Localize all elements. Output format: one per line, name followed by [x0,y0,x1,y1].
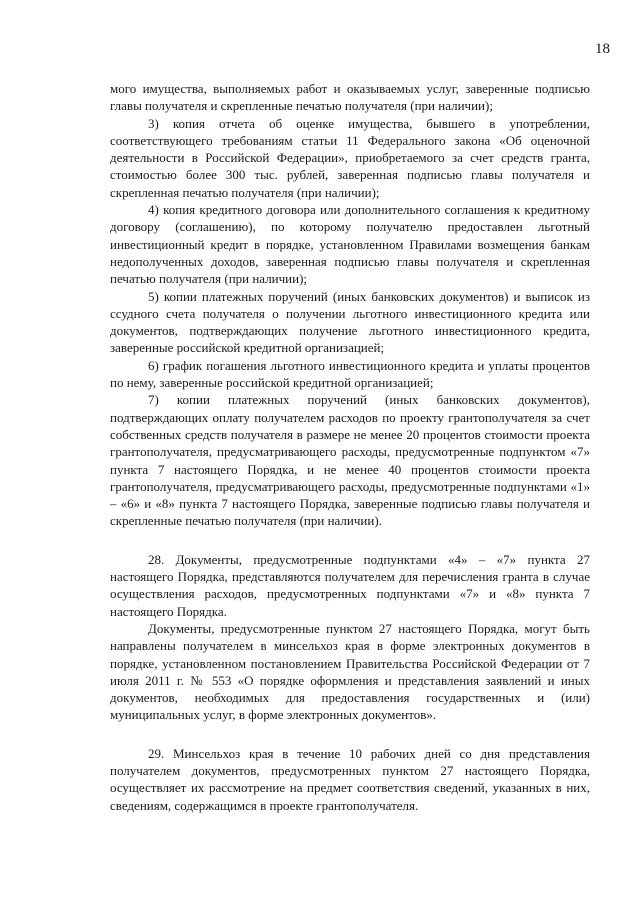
paragraph-item-7: 7) копии платежных поручений (иных банковских документов), подтверждающих оплату получателем расходов по проекту грантополучателя за счет собственных средств получателя в размере не менее 20 процентов стоимости проекта грантополучателя, предусматривающего расходы, предусмотренные подпунктом «7» пункта 7 настоящего Порядка, и не менее 40 процентов стоимости проекта грантополучателя, предусматривающего расходы, предусмотренные подпунктами «1» – «6» и «8» пункта 7 настоящего Порядка, заверенные подписью главы получателя и скрепленные печатью получателя (при наличии). [110,392,590,529]
paragraph-section-29: 29. Минсельхоз края в течение 10 рабочих дней со дня представления получателем документов, предусмотренных пунктом 27 настоящего Порядка, осуществляет их рассмотрение на предмет соответствия сведений, указанных в них, сведениям, содержащимся в проекте грантополучателя. [110,745,590,813]
paragraph-continuation: мого имущества, выполняемых работ и оказываемых услуг, заверенные подписью главы получателя и скрепленные печатью получателя (при наличии); [110,81,590,114]
paragraph-section-28: 28. Документы, предусмотренные подпунктами «4» – «7» пункта 27 настоящего Порядка, представляются получателем для перечисления гранта в случае осуществления расходов, предусмотренных подпунктами «7» и «8» пункта 7 настоящего Порядка. [110,551,590,619]
paragraph-item-4: 4) копия кредитного договора или дополнительного соглашения к кредитному договору (соглашению), по которому получателю предоставлен льготный инвестиционный кредит в порядке, установленном Правилами возмещения банкам недополученных доходов, заверенная подписью главы получателя и скрепленная печатью получателя (при наличии); [110,202,590,287]
paragraph-item-5: 5) копии платежных поручений (иных банковских документов) и выписок из ссудного счета получателя о получении льготного инвестиционного кредита или документов, подтверждающих получение льготного инвестиционного кредита, заверенные российской кредитной организацией; [110,288,590,356]
paragraph-item-6: 6) график погашения льготного инвестиционного кредита и уплаты процентов по нему, заверенные российской кредитной организацией; [110,357,590,391]
paragraph-item-3: 3) копия отчета об оценке имущества, бывшего в употреблении, соответствующего требованиям статьи 11 Федерального закона «Об оценочной деятельности в Российской Федерации», приобретаемого за счет средств гранта, стоимостью более 300 тыс. рублей, заверенная подписью главы получателя и скрепленная печатью получателя (при наличии); [110,115,590,200]
document-body [110,80,590,814]
page-number: 18 [595,41,610,57]
paragraph-section-28-electronic: Документы, предусмотренные пунктом 27 настоящего Порядка, могут быть направлены получателем в минсельхоз края в форме электронных документов в порядке, установленном постановлением Правительства Российской Федерации от 7 июля 2011 г. № 553 «О порядке оформления и представления заявлений и иных документов, необходимых для предоставления государственных и (или) муниципальных услуг, в форме электронных документов». [110,620,590,723]
